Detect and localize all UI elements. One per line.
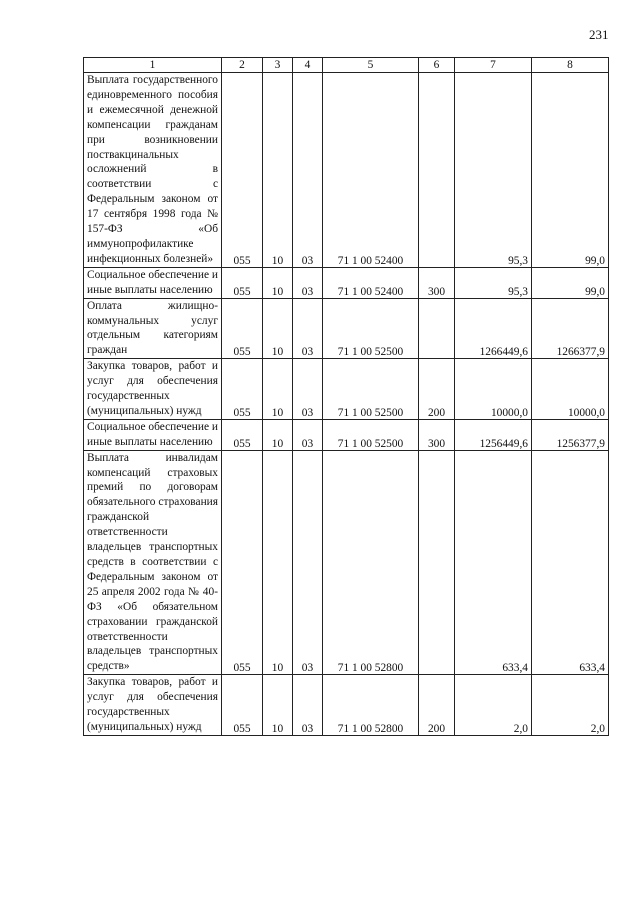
row-name: Выплата инвалидам компенсаций страховых премий по договорам обязательного страхования гражданской ответственности владельцев транспортных средств в соответствии с Федеральным законом от 25 апреля 2002 года № 40-ФЗ «Об обязательном страховании гражданской ответственности владельцев транспортных средств»: [84, 450, 222, 675]
row-expense-type: 200: [419, 675, 455, 736]
row-name: Закупка товаров, работ и услуг для обеспечения государственных (муниципальных) нужд: [84, 359, 222, 420]
row-section: 10: [263, 419, 293, 450]
row-sum-2: 633,4: [532, 450, 609, 675]
table-row: [84, 267, 609, 298]
row-sum-2: 1256377,9: [532, 419, 609, 450]
column-header: 8: [532, 58, 609, 73]
row-section: 10: [263, 73, 293, 268]
row-sum-1: 1256449,6: [455, 419, 532, 450]
row-section: 10: [263, 359, 293, 420]
column-header: 5: [323, 58, 419, 73]
row-section: 10: [263, 450, 293, 675]
row-sum-1: 633,4: [455, 450, 532, 675]
row-code: 055: [222, 450, 263, 675]
column-header: 7: [455, 58, 532, 73]
row-subsection: 03: [293, 450, 323, 675]
row-code: 055: [222, 73, 263, 268]
row-code: 055: [222, 419, 263, 450]
row-target: 71 1 00 52500: [323, 298, 419, 359]
column-header: 3: [263, 58, 293, 73]
row-expense-type: [419, 450, 455, 675]
table-row: [84, 359, 609, 420]
row-target: 71 1 00 52800: [323, 675, 419, 736]
row-sum-1: 2,0: [455, 675, 532, 736]
row-target: 71 1 00 52800: [323, 450, 419, 675]
column-header: 2: [222, 58, 263, 73]
row-sum-1: 10000,0: [455, 359, 532, 420]
row-sum-2: 10000,0: [532, 359, 609, 420]
row-code: 055: [222, 359, 263, 420]
row-subsection: 03: [293, 73, 323, 268]
row-name: Социальное обеспечение и иные выплаты населению: [84, 419, 222, 450]
row-sum-2: 99,0: [532, 73, 609, 268]
column-header: 1: [84, 58, 222, 73]
table-row: [84, 675, 609, 736]
row-expense-type: 200: [419, 359, 455, 420]
table-row: [84, 419, 609, 450]
row-subsection: 03: [293, 267, 323, 298]
table-row: [84, 298, 609, 359]
row-expense-type: [419, 73, 455, 268]
row-sum-1: 95,3: [455, 267, 532, 298]
row-subsection: 03: [293, 359, 323, 420]
row-section: 10: [263, 298, 293, 359]
row-code: 055: [222, 267, 263, 298]
row-section: 10: [263, 267, 293, 298]
budget-table: [83, 57, 609, 736]
row-subsection: 03: [293, 675, 323, 736]
row-code: 055: [222, 298, 263, 359]
row-name: Закупка товаров, работ и услуг для обеспечения государственных (муниципальных) нужд: [84, 675, 222, 736]
row-target: 71 1 00 52400: [323, 267, 419, 298]
table-header-row: [84, 58, 609, 73]
row-target: 71 1 00 52400: [323, 73, 419, 268]
row-sum-2: 2,0: [532, 675, 609, 736]
row-expense-type: [419, 298, 455, 359]
table-row: [84, 450, 609, 675]
table-row: [84, 73, 609, 268]
row-subsection: 03: [293, 419, 323, 450]
row-sum-1: 95,3: [455, 73, 532, 268]
row-code: 055: [222, 675, 263, 736]
row-section: 10: [263, 675, 293, 736]
row-sum-2: 99,0: [532, 267, 609, 298]
row-name: Оплата жилищно-коммунальных услуг отдельным категориям граждан: [84, 298, 222, 359]
row-target: 71 1 00 52500: [323, 419, 419, 450]
row-expense-type: 300: [419, 267, 455, 298]
row-sum-1: 1266449,6: [455, 298, 532, 359]
row-subsection: 03: [293, 298, 323, 359]
row-expense-type: 300: [419, 419, 455, 450]
column-header: 4: [293, 58, 323, 73]
page-number: 231: [589, 27, 609, 42]
row-target: 71 1 00 52500: [323, 359, 419, 420]
row-sum-2: 1266377,9: [532, 298, 609, 359]
row-name: Социальное обеспечение и иные выплаты населению: [84, 267, 222, 298]
row-name: Выплата государственного единовременного пособия и ежемесячной денежной компенсации гражданам при возникновении поствакцинальных осложнений в соответствии с Федеральным законом от 17 сентября 1998 года № 157-ФЗ «Об иммунопрофилактике инфекционных болезней»: [84, 73, 222, 268]
column-header: 6: [419, 58, 455, 73]
